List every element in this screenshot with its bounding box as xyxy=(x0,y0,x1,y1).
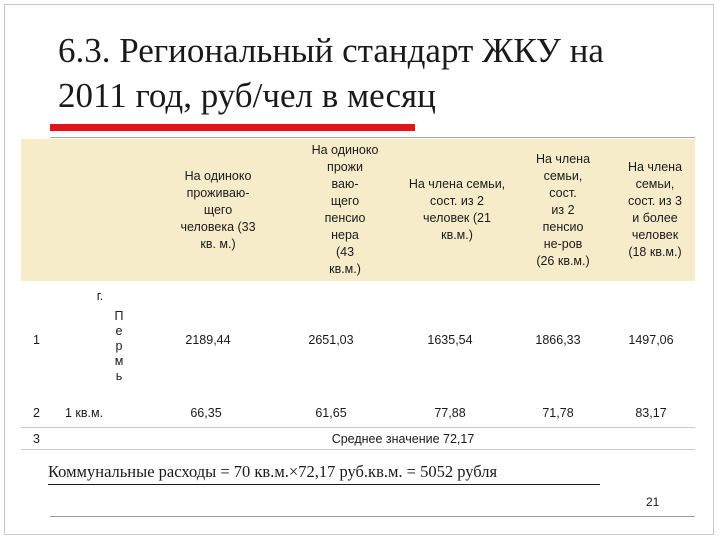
header-cell-family-2-pensioners xyxy=(509,139,607,281)
value-cell: 61,65 xyxy=(315,406,347,420)
header-blank-num xyxy=(21,139,59,281)
row-number: 1 xyxy=(33,333,40,347)
value-cell: 2651,03 xyxy=(308,333,354,347)
header-cell-single-pensioner xyxy=(271,139,391,281)
table-row xyxy=(21,399,695,428)
value-cell: 1635,54 xyxy=(427,333,473,347)
regional-standard-table xyxy=(21,139,695,450)
header-line: (43 xyxy=(335,245,355,259)
header-line: ваю- xyxy=(331,177,359,191)
title-divider xyxy=(50,137,695,138)
table-row xyxy=(21,281,695,399)
header-line: человека (33 xyxy=(180,219,256,234)
header-line: кв.м.) xyxy=(441,228,473,242)
header-text xyxy=(141,168,271,253)
city-letter: м xyxy=(114,354,124,368)
city-letter: е xyxy=(115,324,123,338)
header-line: проживаю- xyxy=(186,185,250,200)
value-cell: 1497,06 xyxy=(628,333,674,347)
header-line: кв.м.) xyxy=(329,262,361,276)
header-line: человек (21 xyxy=(423,211,491,225)
header-text xyxy=(391,176,509,244)
header-text xyxy=(271,142,391,278)
header-line: семьи, xyxy=(635,177,675,191)
footer-divider xyxy=(50,516,695,517)
slide-title: 6.3. Региональный стандарт ЖКУ на 2011 год, руб/чел в месяц xyxy=(58,31,604,115)
table-header-row xyxy=(21,139,695,281)
header-cell-family-2 xyxy=(391,139,509,281)
header-line: семьи, xyxy=(543,168,583,183)
header-line: из 2 xyxy=(551,202,575,217)
header-line: (18 кв.м.) xyxy=(628,245,682,259)
city-letter: р xyxy=(115,339,123,353)
header-cell-family-3 xyxy=(607,139,695,281)
average-value-cell: Среднее значение 72,17 xyxy=(141,428,695,450)
value-cell: 83,17 xyxy=(635,406,667,420)
header-line: пенсио xyxy=(324,211,366,225)
value-cell: 66,35 xyxy=(190,406,222,420)
table-row xyxy=(21,428,695,450)
title-accent-bar xyxy=(50,124,415,131)
header-line: сост. из 2 xyxy=(429,194,485,208)
header-line: На члена семьи, xyxy=(408,177,506,191)
value-cell: 2189,44 xyxy=(185,333,231,347)
header-line: и более xyxy=(632,211,678,225)
header-line: На члена xyxy=(535,151,591,166)
row-label-city xyxy=(59,281,141,399)
header-line: человек xyxy=(631,228,679,242)
header-line: На одиноко xyxy=(184,168,252,183)
header-line: сост. из 3 xyxy=(627,194,683,208)
header-line: не-ров xyxy=(543,236,583,251)
city-letter: П xyxy=(114,309,124,323)
header-line: щего xyxy=(203,202,233,217)
header-text xyxy=(509,151,607,270)
city-vertical-label xyxy=(77,303,124,384)
header-line: На члена xyxy=(627,160,683,174)
header-line: прожи xyxy=(327,160,363,174)
header-cell-single xyxy=(141,139,271,281)
header-line: щего xyxy=(330,194,360,208)
header-line: нера xyxy=(331,228,359,242)
header-line: (26 кв.м.) xyxy=(536,253,590,268)
header-blank-label xyxy=(59,139,141,281)
header-text xyxy=(607,159,695,261)
value-cell: 71,78 xyxy=(542,406,574,420)
page-number: 21 xyxy=(646,495,660,509)
value-cell: 77,88 xyxy=(434,406,466,420)
row-number: 2 xyxy=(33,406,40,420)
row-label xyxy=(59,428,141,450)
value-cell: 1866,33 xyxy=(535,333,581,347)
city-letter: ь xyxy=(115,369,123,383)
header-line: На одиноко xyxy=(311,143,379,157)
city-prefix: г. xyxy=(96,289,104,303)
row-label: 1 кв.м. xyxy=(65,406,104,420)
header-line: пенсио xyxy=(542,219,584,234)
header-line: сост. xyxy=(549,185,577,200)
row-number: 3 xyxy=(21,428,59,450)
header-line: кв. м.) xyxy=(200,236,236,251)
utility-cost-formula: Коммунальные расходы = 70 кв.м.×72,17 руб.кв.м. = 5052 рубля xyxy=(48,460,600,485)
